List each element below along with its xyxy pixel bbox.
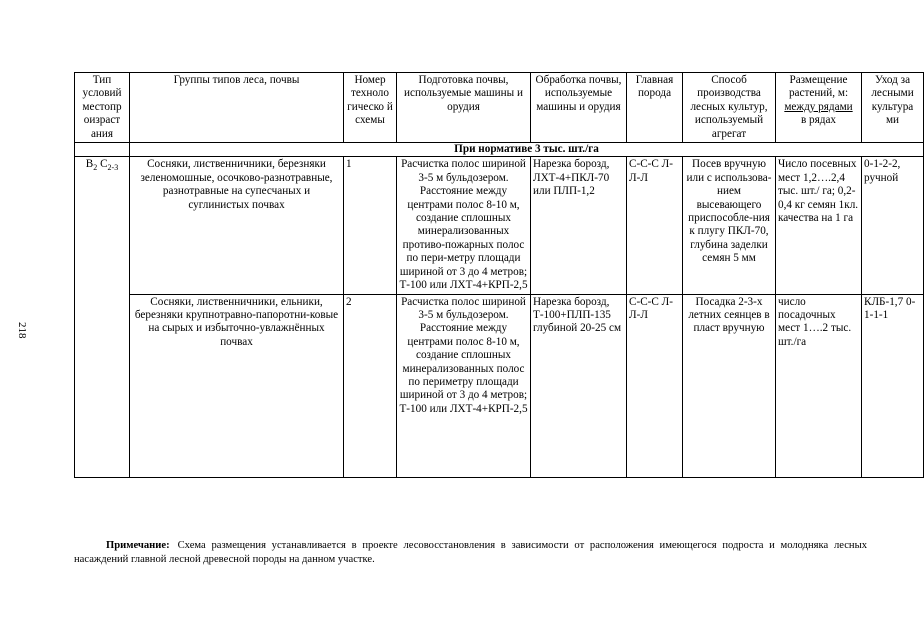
crop-care-cell: КЛБ-1,7 0-1-1-1 bbox=[862, 294, 924, 477]
soil-treatment-cell: Нарезка борозд, Т-100+ПЛП-135 глубиной 20-25 см bbox=[531, 294, 627, 477]
production-method-cell: Посев вручную или с использова-нием высевающего приспособле-ния к плугу ПКЛ-70, глубина заделки семян 5 мм bbox=[683, 157, 776, 294]
scheme-number-cell: 1 bbox=[344, 157, 397, 294]
table-note bbox=[74, 539, 867, 566]
header-placement-line1: Размещение растений, м: bbox=[788, 74, 849, 100]
plant-placement-cell: Число посевных мест 1,2….2,4 тыс. шт./ га; 0,2-0,4 кг семян 1кл. качества на 1 га bbox=[776, 157, 862, 294]
header-plant-placement bbox=[776, 73, 862, 143]
production-method-cell: Посадка 2-3-х летних сеянцев в пласт вручную bbox=[683, 294, 776, 477]
table-row bbox=[75, 157, 924, 294]
header-crop-care: Уход за лесными культура ми bbox=[862, 73, 924, 143]
header-condition-type: Тип условий местопр оизраст ания bbox=[75, 73, 130, 143]
header-production-method: Способ производства лесных культур, используемый агрегат bbox=[683, 73, 776, 143]
header-scheme-number: Номер техноло гическо й схемы bbox=[344, 73, 397, 143]
main-species-cell: С-С-С Л-Л-Л bbox=[627, 294, 683, 477]
main-species-cell: С-С-С Л-Л-Л bbox=[627, 157, 683, 294]
forest-groups-cell: Сосняки, лиственничники, березняки зеленомошные, осочково-разнотравные, разнотравные на супесчаных и суглинистых почвах bbox=[130, 157, 344, 294]
header-main-species: Главная порода bbox=[627, 73, 683, 143]
soil-preparation-cell: Расчистка полос шириной 3-5 м бульдозером. Расстояние между центрами полос 8-10 м, создание сплошных минерализованных полос по периметру площади шириной от 3 до 4 метров; Т-100 или ЛХТ-4+КРП-2,5 bbox=[397, 294, 531, 477]
condition-type-cell: $B_2$ $C_{2-3}$ bbox=[75, 157, 130, 477]
scheme-number-cell: 2 bbox=[344, 294, 397, 477]
header-soil-treatment: Обработка почвы, используемые машины и орудия bbox=[531, 73, 627, 143]
note-label: Примечание: bbox=[106, 540, 170, 551]
header-placement-in-rows: в рядах bbox=[800, 114, 837, 127]
header-forest-groups: Группы типов леса, почвы bbox=[130, 73, 344, 143]
soil-treatment-cell: Нарезка борозд, ЛХТ-4+ПКЛ-70 или ПЛП-1,2 bbox=[531, 157, 627, 294]
note-text: Схема размещения устанавливается в проекте лесовосстановления в зависимости от расположения имеющегося подроста и молодняка лесных насаждений главной лесной древесной породы на данном участке. bbox=[74, 540, 867, 565]
forest-groups-cell: Сосняки, лиственничники, ельники, березняки крупнотравно-папоротни-ковые на сырых и избыточно-увлажнённых почвах bbox=[130, 294, 344, 477]
table-row bbox=[75, 294, 924, 477]
crop-care-cell: 0-1-2-2, ручной bbox=[862, 157, 924, 294]
header-row bbox=[75, 73, 924, 143]
header-soil-preparation: Подготовка почвы, используемые машины и орудия bbox=[397, 73, 531, 143]
section-row bbox=[75, 143, 924, 157]
soil-preparation-cell: Расчистка полос шириной 3-5 м бульдозером. Расстояние между центрами полос 8-10 м, создание сплошных минерализованных противо-пожарных полос по пери-метру площади шириной от 3 до 4 метров; Т-100 или ЛХТ-4+КРП-2,5 bbox=[397, 157, 531, 294]
reforestation-table bbox=[74, 72, 924, 478]
page-number: 218 bbox=[16, 322, 28, 339]
section-title: При нормативе 3 тыс. шт./га bbox=[130, 143, 924, 157]
header-placement-between-rows: между рядами bbox=[784, 100, 853, 113]
plant-placement-cell: число посадочных мест 1….2 тыс. шт./га bbox=[776, 294, 862, 477]
